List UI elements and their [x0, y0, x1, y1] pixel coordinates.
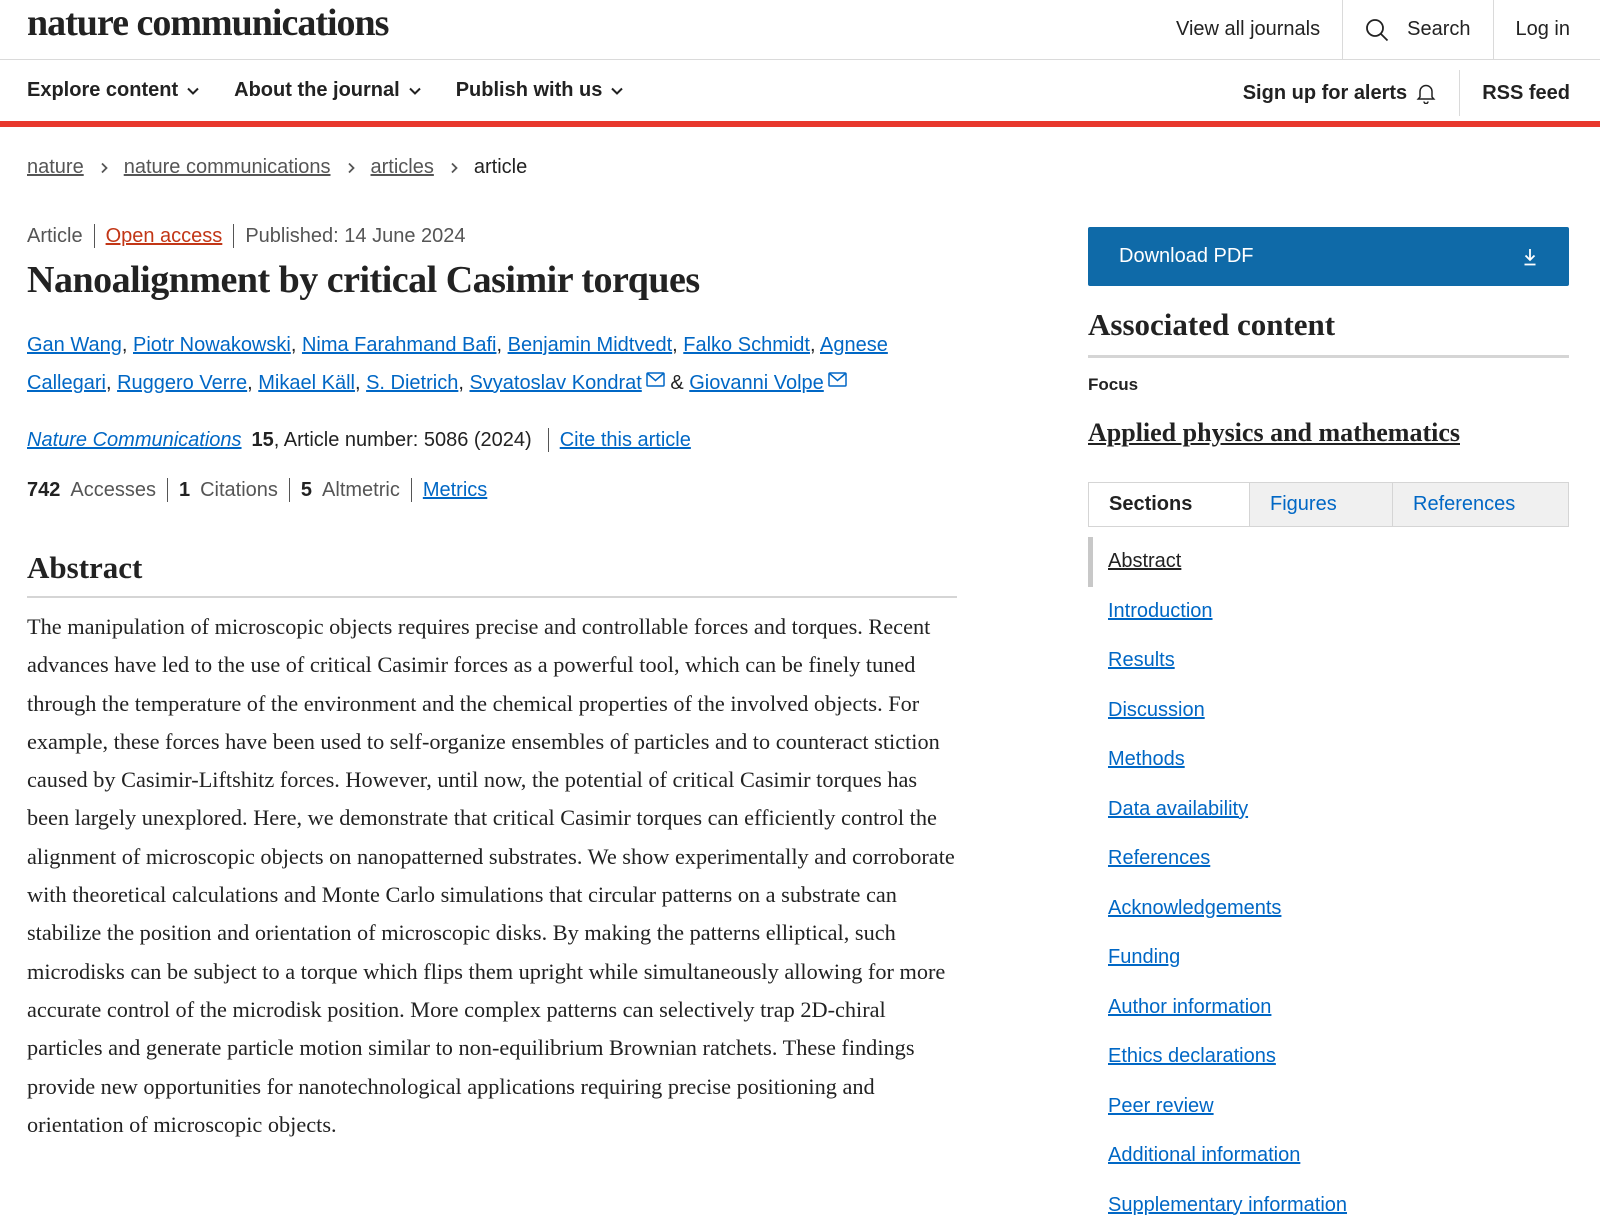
- author-link[interactable]: Falko Schmidt: [683, 334, 810, 356]
- section-link[interactable]: Acknowledgements: [1108, 896, 1282, 919]
- section-link[interactable]: Funding: [1108, 946, 1181, 969]
- tab-sections[interactable]: Sections: [1089, 483, 1249, 526]
- section-link[interactable]: Discussion: [1108, 698, 1205, 721]
- nav-label: Explore content: [27, 79, 179, 101]
- section-link[interactable]: References: [1108, 847, 1211, 870]
- section-item-peer-review: [1088, 1082, 1569, 1132]
- nav-explore-content[interactable]: [27, 79, 200, 102]
- author-separator: ,: [290, 334, 302, 356]
- section-item-supplementary-information: [1088, 1181, 1569, 1231]
- author-link[interactable]: Svyatoslav Kondrat: [469, 372, 642, 394]
- section-link[interactable]: Results: [1108, 649, 1175, 672]
- breadcrumb-current: article: [473, 156, 528, 178]
- author-separator: ,: [672, 334, 684, 356]
- author-link[interactable]: S. Dietrich: [366, 372, 459, 394]
- divider: [94, 224, 95, 248]
- author-link[interactable]: Gan Wang: [27, 334, 122, 356]
- sign-up-alerts-link[interactable]: [1221, 70, 1459, 116]
- divider: [411, 478, 412, 502]
- author-separator: ,: [458, 372, 470, 394]
- altmetric-count: 5: [300, 478, 313, 501]
- divider: [167, 478, 168, 502]
- author-separator: ,: [496, 334, 508, 356]
- chevron-down-icon: [610, 84, 624, 98]
- section-item-results: [1088, 636, 1569, 686]
- section-item-additional-information: [1088, 1131, 1569, 1181]
- author-link[interactable]: Nima Farahmand Bafi: [301, 334, 497, 356]
- author-separator: ,: [354, 372, 367, 394]
- section-link[interactable]: Additional information: [1108, 1144, 1301, 1167]
- article-number: , Article number: 5086 (2024): [273, 428, 532, 451]
- author-link[interactable]: Giovanni Volpe: [689, 372, 824, 394]
- main-nav: [0, 60, 1600, 127]
- associated-content-heading: Associated content: [1088, 307, 1569, 358]
- download-pdf-label: Download PDF: [1119, 245, 1254, 267]
- article-title: Nanoalignment by critical Casimir torques: [27, 259, 700, 301]
- abstract-text: The manipulation of microscopic objects requires precise and controllable forces and torques. Recent advances have led to the use of critical Casimir forces as a powerful tool, which can be finely tuned through the temperature of the environment and the chemical properties of the involved objects. For example, these forces have been used to self-organize ensembles of particles and to counteract stiction caused by Casimir-Liftshitz forces. However, until now, the potential of critical Casimir torques has been largely unexplored. Here, we demonstrate that critical Casimir torques can efficiently control the alignment of microscopic objects on nanopatterned substrates. We show experimentally and corroborate with theoretical calculations and Monte Carlo simulations that circular patterns on a substrate can stabilize the position and orientation of microscopic disks. By making the patterns elliptical, such microdisks can be subject to a torque which flips them upright while simultaneously allowing for more accurate control of the microdisk position. More complex patterns can selectively trap 2D-chiral particles and generate particle motion similar to non-equilibrium Brownian ratchets. These findings provide new opportunities for nanotechnological applications requiring precise positioning and orientation of microscopic objects.: [27, 614, 955, 1137]
- bell-icon: [1415, 82, 1437, 104]
- author-link[interactable]: Ruggero Verre: [117, 372, 248, 394]
- section-item-funding: [1088, 933, 1569, 983]
- article-meta: [27, 224, 466, 248]
- section-item-data-availability: [1088, 785, 1569, 835]
- accesses-label: Accesses: [70, 478, 156, 501]
- author-link[interactable]: Mikael Käll: [258, 372, 355, 394]
- tab-references[interactable]: References: [1392, 483, 1568, 526]
- author-separator: ,: [105, 372, 118, 394]
- nav-right: [1221, 70, 1600, 116]
- sidebar-tabs: [1088, 482, 1569, 527]
- nav-label: About the journal: [234, 79, 400, 101]
- section-link[interactable]: Methods: [1108, 748, 1185, 771]
- section-item-introduction: [1088, 587, 1569, 637]
- cite-this-article-link[interactable]: Cite this article: [559, 428, 691, 451]
- nav-label: Publish with us: [455, 79, 603, 101]
- section-item-discussion: [1088, 686, 1569, 736]
- published-date: Published: 14 June 2024: [245, 224, 466, 247]
- author-separator: ,: [247, 372, 259, 394]
- open-access-link[interactable]: Open access: [105, 224, 223, 247]
- citations-label: Citations: [200, 478, 278, 501]
- metrics-link[interactable]: Metrics: [422, 478, 488, 501]
- mail-icon[interactable]: [646, 372, 665, 387]
- chevron-right-icon: [98, 162, 110, 174]
- nav-menu: [27, 60, 658, 121]
- focus-link[interactable]: Applied physics and mathematics: [1088, 418, 1460, 447]
- citations-count: 1: [178, 478, 191, 501]
- mail-icon[interactable]: [828, 372, 847, 387]
- tab-figures[interactable]: Figures: [1249, 483, 1392, 526]
- chevron-right-icon: [345, 162, 357, 174]
- section-link[interactable]: Author information: [1108, 995, 1272, 1018]
- section-list: [1088, 537, 1569, 1230]
- login-link[interactable]: Log in: [1493, 0, 1600, 59]
- focus-label: Focus: [1088, 375, 1139, 394]
- section-link[interactable]: Supplementary information: [1108, 1193, 1348, 1216]
- breadcrumb-nature-communications[interactable]: nature communications: [123, 156, 331, 178]
- breadcrumb-nature[interactable]: nature: [27, 156, 84, 178]
- author-and: &: [664, 372, 690, 394]
- chevron-down-icon: [186, 84, 200, 98]
- download-icon: [1521, 247, 1539, 267]
- article-metrics: [27, 478, 487, 502]
- author-separator: ,: [121, 334, 133, 356]
- search-label: Search: [1407, 18, 1471, 40]
- divider: [548, 428, 549, 452]
- section-link[interactable]: Data availability: [1108, 797, 1249, 820]
- author-link[interactable]: Benjamin Midtvedt: [507, 334, 673, 356]
- breadcrumb: [27, 156, 527, 179]
- section-item-abstract: [1088, 537, 1569, 587]
- author-link[interactable]: Agnese Callegari: [27, 334, 888, 394]
- breadcrumb-articles[interactable]: articles: [370, 156, 434, 178]
- section-link[interactable]: Peer review: [1108, 1094, 1214, 1117]
- citation-line: [27, 428, 691, 452]
- author-separator: ,: [809, 334, 820, 356]
- chevron-down-icon: [408, 84, 422, 98]
- nav-publish-with-us[interactable]: [456, 79, 625, 102]
- alerts-label: Sign up for alerts: [1242, 81, 1408, 104]
- top-header: [0, 0, 1600, 60]
- download-pdf-button[interactable]: [1088, 227, 1569, 286]
- search-button[interactable]: [1342, 0, 1492, 59]
- article-type: Article: [27, 224, 83, 247]
- divider: [233, 224, 234, 248]
- section-item-references: [1088, 834, 1569, 884]
- section-link[interactable]: Ethics declarations: [1108, 1045, 1276, 1068]
- view-all-journals-link[interactable]: View all journals: [1175, 18, 1321, 40]
- section-link[interactable]: Introduction: [1108, 599, 1213, 622]
- section-item-author-information: [1088, 983, 1569, 1033]
- abstract-heading: Abstract: [27, 550, 957, 598]
- nav-about-journal[interactable]: [234, 79, 422, 102]
- section-link[interactable]: Abstract: [1108, 550, 1182, 573]
- author-list: [27, 326, 927, 402]
- section-item-ethics-declarations: [1088, 1032, 1569, 1082]
- chevron-right-icon: [448, 162, 460, 174]
- top-links: [1154, 0, 1600, 59]
- journal-link[interactable]: Nature Communications: [27, 428, 242, 451]
- divider: [289, 478, 290, 502]
- accesses-count: 742: [27, 478, 61, 501]
- section-item-methods: [1088, 735, 1569, 785]
- author-link[interactable]: Piotr Nowakowski: [133, 334, 291, 356]
- volume: 15: [251, 428, 274, 451]
- section-item-acknowledgements: [1088, 884, 1569, 934]
- site-logo[interactable]: nature communications: [27, 2, 389, 44]
- rss-feed-link[interactable]: RSS feed: [1459, 70, 1600, 116]
- altmetric-label: Altmetric: [322, 478, 400, 501]
- search-icon: [1365, 18, 1389, 42]
